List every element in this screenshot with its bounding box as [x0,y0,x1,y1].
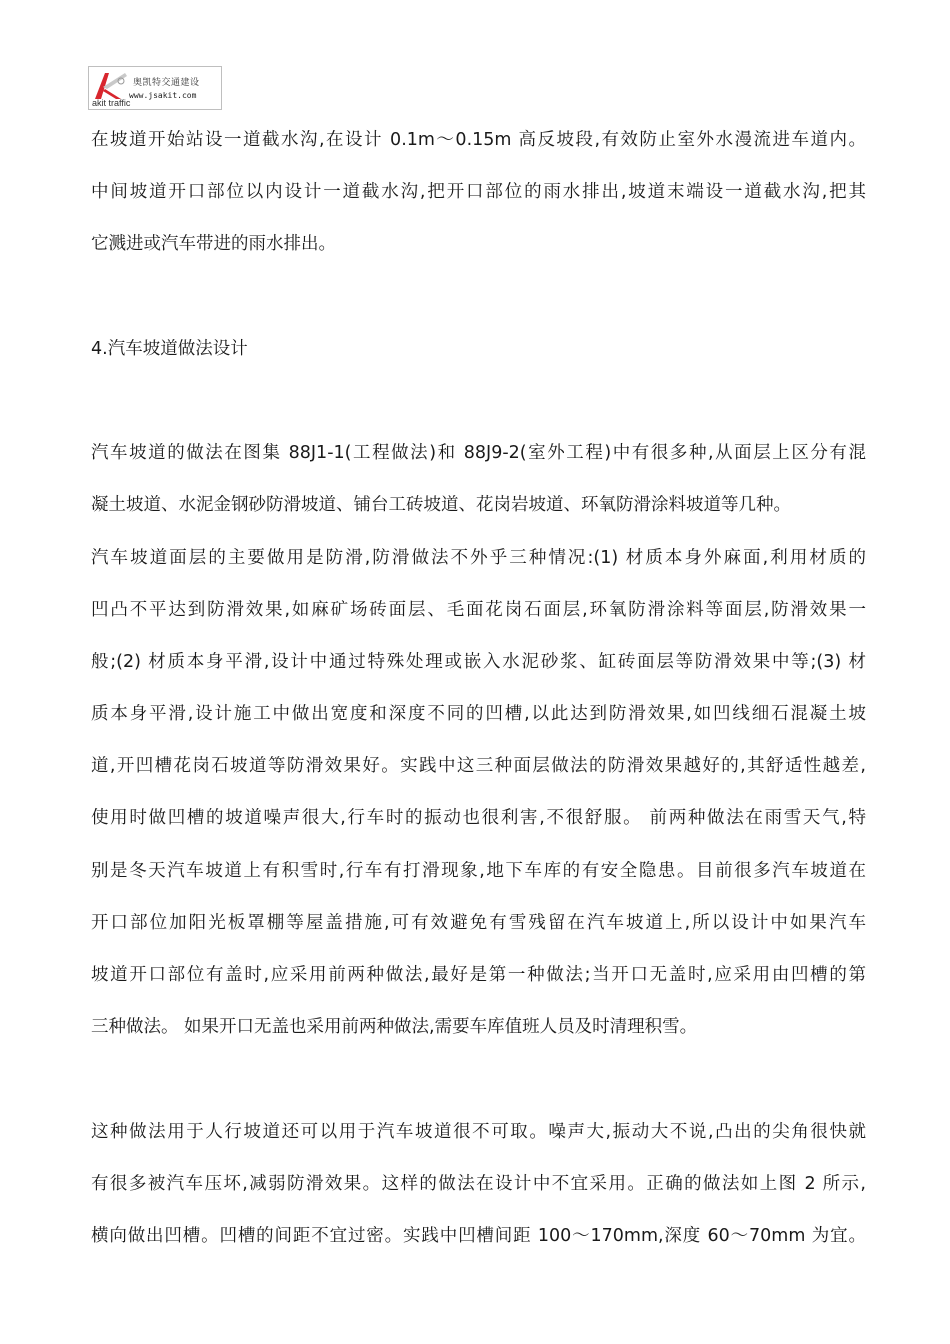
text-line: 使用时做凹槽的坡道噪声很大,行车时的振动也很利害,不很舒服。 前两种做法在雨雪天气,特 [91,808,866,829]
text-line: 三种做法。 如果开口无盖也采用前两种做法,需要车库值班人员及时清理积雪。 [91,1017,698,1038]
text-line: 开口部位加阳光板罩棚等屋盖措施,可有效避免有雪残留在汽车坡道上,所以设计中如果汽车 [91,912,866,933]
text-line: 有很多被汽车压坏,减弱防滑效果。这样的做法在设计中不宜采用。正确的做法如上图 2 所示, [91,1173,866,1194]
text-line: 质本身平滑,设计施工中做出宽度和深度不同的凹槽,以此达到防滑效果,如凹线细石混凝土坡 [91,704,866,725]
paragraph-spacer [91,375,866,427]
text-line: 中间坡道开口部位以内设计一道截水沟,把开口部位的雨水排出,坡道末端设一道截水沟,把其 [91,182,866,203]
section-heading: 4.汽车坡道做法设计 [91,338,248,359]
logo-chinese-name: 奥凯特交通建设 [133,78,200,88]
text-line: 它溅进或汽车带进的雨水排出。 [91,234,336,255]
company-logo [88,66,222,110]
paragraph-spacer [91,271,866,323]
text-line: 般;(2) 材质本身平滑,设计中通过特殊处理或嵌入水泥砂浆、缸砖面层等防滑效果中等;(3) 材 [91,651,866,672]
logo-k-icon [91,69,131,101]
text-line: 凝土坡道、水泥金钢砂防滑坡道、铺台工砖坡道、花岗岩坡道、环氧防滑涂料坡道等几种。 [91,495,791,516]
logo-website: www.jsakit.com [129,91,197,100]
text-line: 坡道开口部位有盖时,应采用前两种做法,最好是第一种做法;当开口无盖时,应采用由凹槽的第 [91,965,866,985]
paragraph-spacer [91,1053,866,1105]
text-line: 在坡道开始站设一道截水沟,在设计 0.1m～0.15m 高反坡段,有效防止室外水漫流进车道内。 [91,130,866,150]
text-line: 汽车坡道面层的主要做用是防滑,防滑做法不外乎三种情况:(1) 材质本身外麻面,利用材质的 [91,547,866,568]
text-line: 汽车坡道的做法在图集 88J1-1(工程做法)和 88J9-2(室外工程)中有很多种,从面层上区分有混 [91,443,866,464]
text-line: 这种做法用于人行坡道还可以用于汽车坡道很不可取。噪声大,振动大不说,凸出的尖角很快就 [91,1121,866,1142]
text-line: 别是冬天汽车坡道上有积雪时,行车有打滑现象,地下车库的有安全隐患。目前很多汽车坡道在 [91,860,866,881]
document-body [91,114,866,1262]
text-line: 凹凸不平达到防滑效果,如麻矿场砖面层、毛面花岗石面层,环氧防滑涂料等面层,防滑效果一 [91,599,866,620]
text-line: 横向做出凹槽。凹槽的间距不宜过密。实践中凹槽间距 100～170mm,深度 60～70mm 为宜。 [91,1225,866,1246]
logo-english-name: akit traffic [92,98,131,108]
text-line: 道,开凹槽花岗石坡道等防滑效果好。实践中这三种面层做法的防滑效果越好的,其舒适性越差, [91,756,866,777]
